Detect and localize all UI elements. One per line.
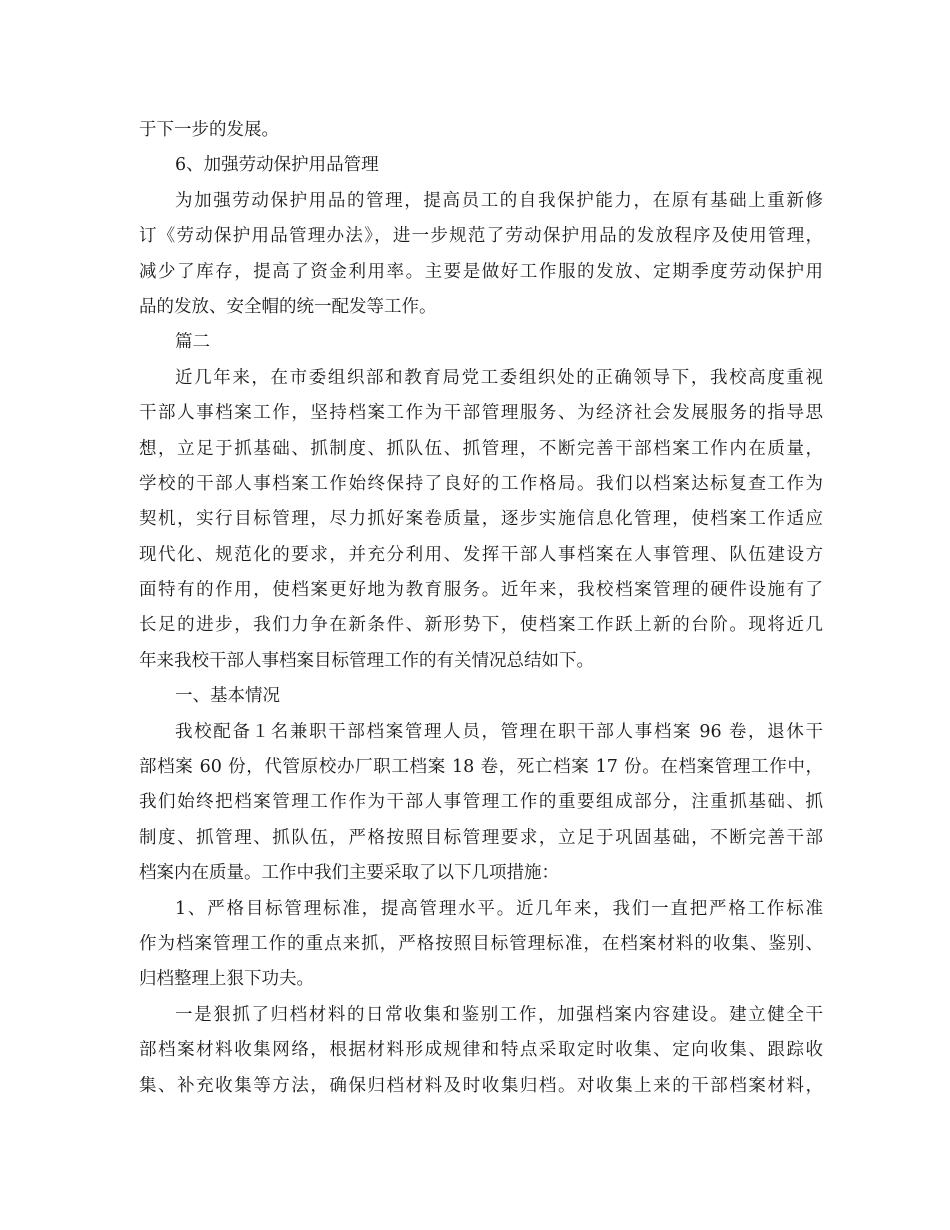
paragraph-line: 我们始终把档案管理工作作为干部人事管理工作的重要组成部分，注重抓基础、抓: [139, 792, 823, 813]
paragraph-line: 归档整理上狠下功夫。: [139, 969, 314, 990]
section-heading: 一、基本情况: [175, 686, 280, 707]
paragraph-line: 品的发放、安全帽的统一配发等工作。: [139, 296, 437, 317]
paragraph-line: 作为档案管理工作的重点来抓，严格按照目标管理标准，在档案材料的收集、鉴别、: [139, 933, 823, 954]
paragraph-line: 部档案材料收集网络，根据材料形成规律和特点采取定时收集、定向收集、跟踪收: [139, 1040, 823, 1061]
paragraph-line: 学校的干部人事档案工作始终保持了良好的工作格局。我们以档案达标复查工作为: [139, 473, 823, 494]
paragraph-line: 想，立足于抓基础、抓制度、抓队伍、抓管理，不断完善干部档案工作内在质量，: [139, 438, 823, 459]
paragraph-line: 现代化、规范化的要求，并充分利用、发挥干部人事档案在人事管理、队伍建设方: [139, 544, 823, 565]
paragraph-line: 于下一步的发展。: [139, 120, 279, 140]
paragraph-line: 长足的进步，我们力争在新条件、新形势下，使档案工作跃上新的台阶。现将近几: [139, 615, 823, 636]
paragraph-line: 订《劳动保护用品管理办法》，进一步规范了劳动保护用品的发放程序及使用管理，: [139, 226, 823, 247]
document-body: [139, 113, 823, 1104]
paragraph-line: 我校配备１名兼职干部档案管理人员，管理在职干部人事档案 96 卷，退休干: [175, 721, 823, 742]
paragraph-line: 干部人事档案工作，坚持档案工作为干部管理服务、为经济社会发展服务的指导思: [139, 403, 823, 424]
section-heading: 6、加强劳动保护用品管理: [175, 155, 379, 176]
paragraph-line: 为加强劳动保护用品的管理，提高员工的自我保护能力，在原有基础上重新修: [175, 190, 823, 211]
section-heading: 篇二: [175, 332, 210, 353]
paragraph-line: 面特有的作用，使档案更好地为教育服务。近年来，我校档案管理的硬件设施有了: [139, 580, 823, 601]
paragraph-line: 一是狠抓了归档材料的日常收集和鉴别工作，加强档案内容建设。建立健全干: [175, 1004, 823, 1025]
paragraph-line: 部档案 60 份，代管原校办厂职工档案 18 卷，死亡档案 17 份。在档案管理工作中，: [139, 757, 823, 778]
paragraph-line: 集、补充收集等方法，确保归档材料及时收集归档。对收集上来的干部档案材料，: [139, 1075, 823, 1096]
paragraph-line: 年来我校干部人事档案目标管理工作的有关情况总结如下。: [139, 650, 594, 671]
paragraph-line: 近几年来，在市委组织部和教育局党工委组织处的正确领导下，我校高度重视: [175, 367, 823, 388]
paragraph-line: 1、严格目标管理标准，提高管理水平。近几年来，我们一直把严格工作标准: [175, 898, 823, 919]
paragraph-line: 制度、抓管理、抓队伍，严格按照目标管理要求，立足于巩固基础，不断完善干部: [139, 827, 823, 848]
paragraph-line: 档案内在质量。工作中我们主要采取了以下几项措施：: [139, 863, 559, 884]
paragraph-line: 契机，实行目标管理，尽力抓好案卷质量，逐步实施信息化管理，使档案工作适应: [139, 509, 823, 530]
paragraph-line: 减少了库存，提高了资金利用率。主要是做好工作服的发放、定期季度劳动保护用: [139, 261, 823, 282]
